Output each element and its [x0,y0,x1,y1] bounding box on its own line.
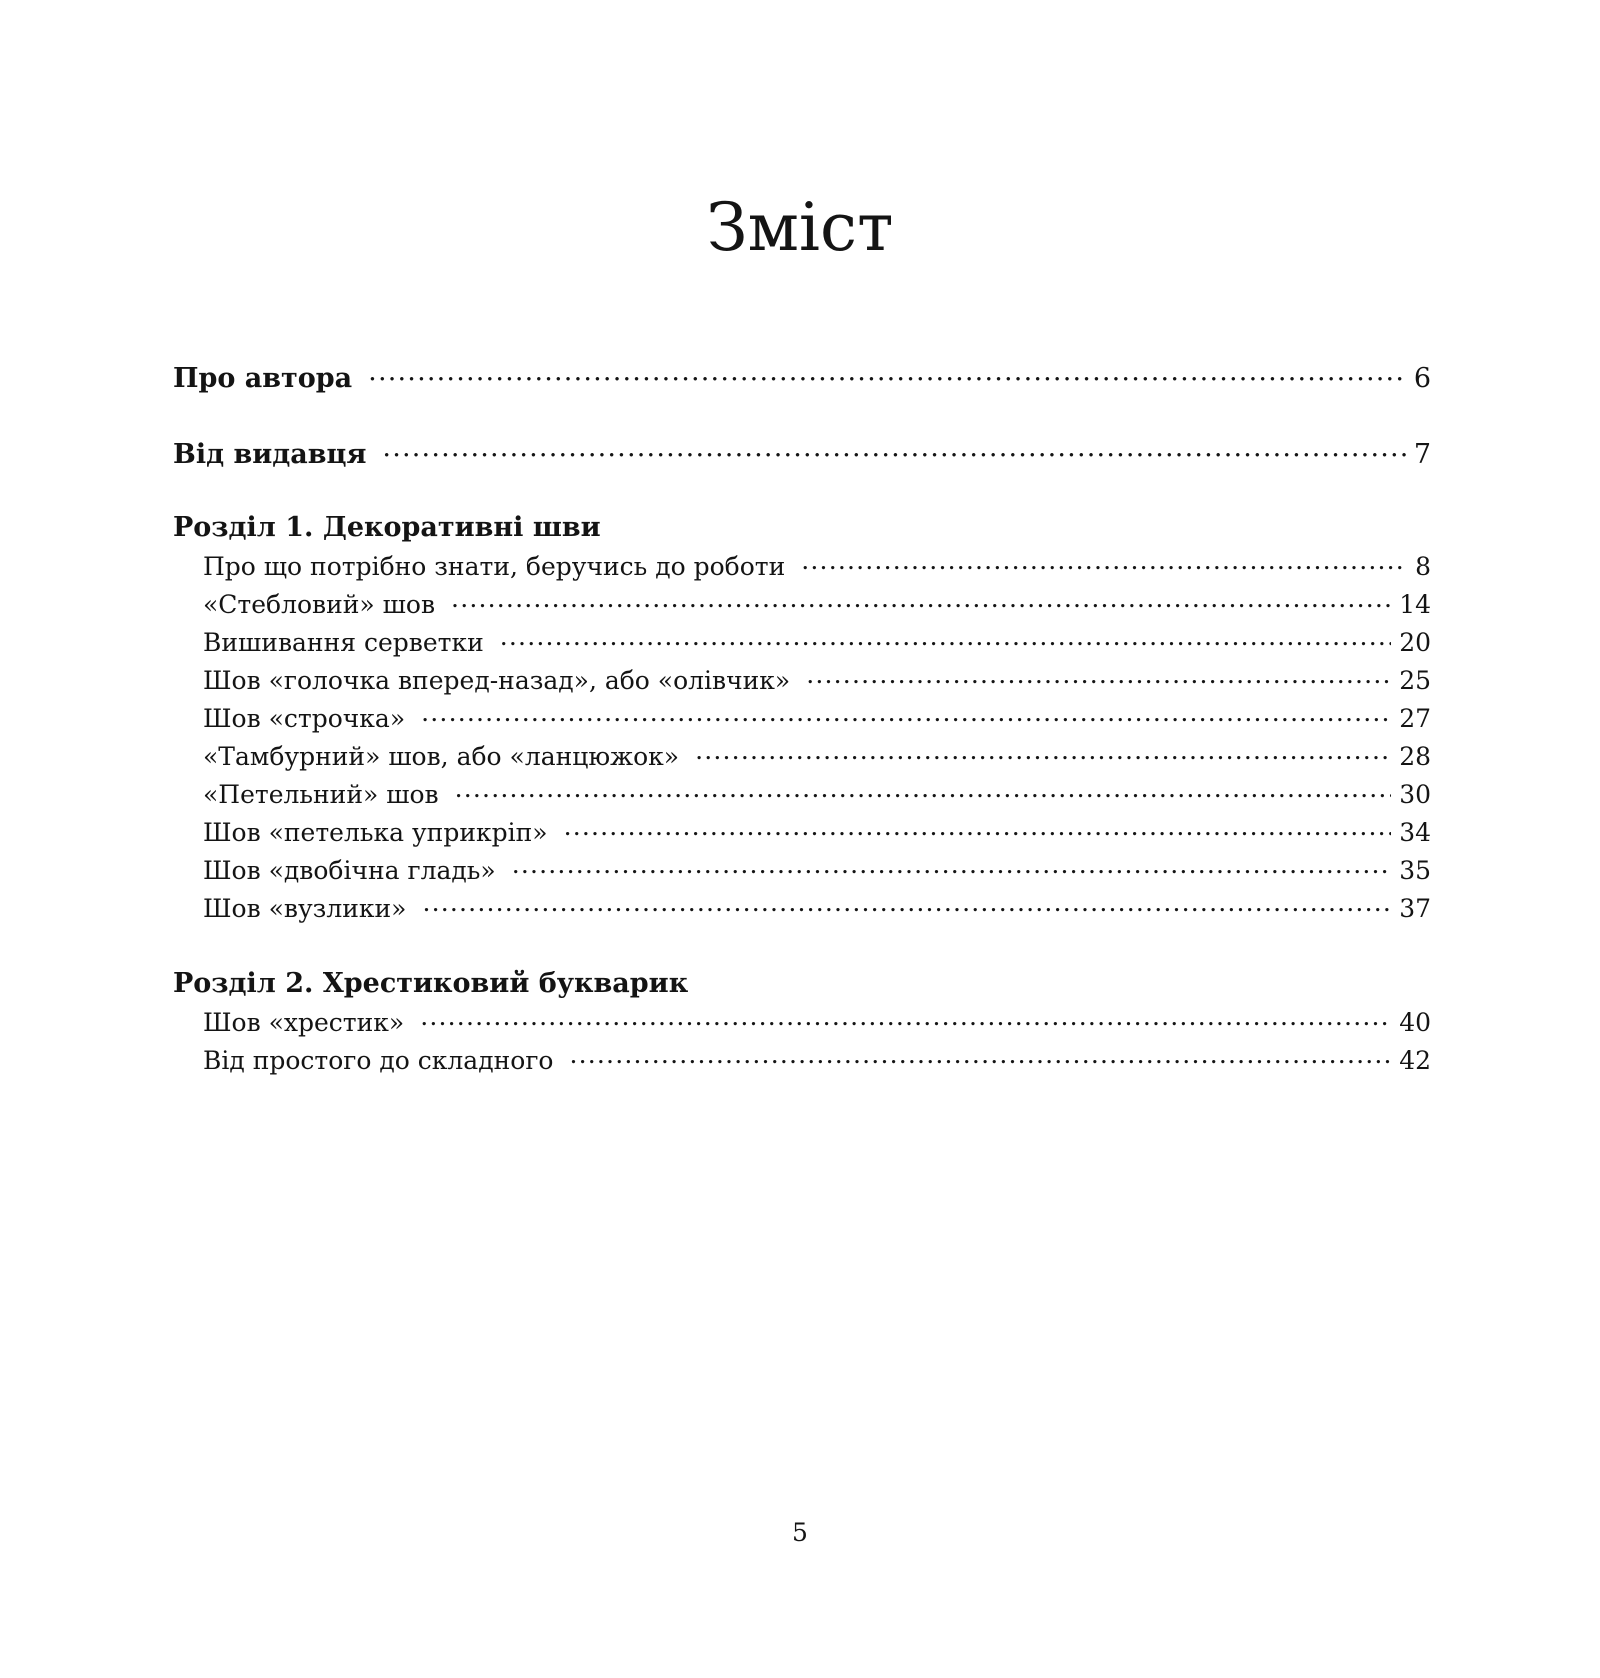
toc-entry-about-author[interactable] [173,360,1431,398]
dot-leader [421,702,1391,727]
toc-item-label: Шов «строчка» [203,704,406,733]
toc-item[interactable] [203,892,1431,930]
dot-leader [368,360,1406,387]
toc-item-page: 20 [1399,628,1431,657]
toc-item-label: «Петельний» шов [203,780,439,809]
toc-item[interactable] [203,550,1431,588]
toc-item-page: 28 [1399,742,1431,771]
page-title: Зміст [706,189,894,266]
toc-entry-label: Від видавця [173,439,367,470]
toc-item-page: 8 [1415,552,1431,581]
toc-item[interactable] [203,854,1431,892]
toc-item-page: 27 [1399,704,1431,733]
toc-item-label: Шов «вузлики» [203,894,407,923]
toc-item-page: 30 [1399,780,1431,809]
dot-leader [512,854,1391,879]
toc-item-page: 35 [1399,856,1431,885]
toc-item[interactable] [203,1044,1431,1082]
dot-leader [801,550,1407,575]
section-heading-2: Розділ 2. Хрестиковий букварик [173,968,689,999]
toc-item[interactable] [203,626,1431,664]
page-number: 5 [792,1518,808,1547]
toc-item[interactable] [203,664,1431,702]
toc-item-page: 42 [1399,1046,1431,1075]
toc-item-label: Шов «двобічна гладь» [203,856,496,885]
section-heading-1: Розділ 1. Декоративні шви [173,512,601,543]
toc-item-page: 34 [1399,818,1431,847]
toc-item-page: 14 [1399,590,1431,619]
dot-leader [420,1006,1391,1031]
toc-item-page: 40 [1399,1008,1431,1037]
toc-entry-label: Про автора [173,363,353,394]
toc-item-label: Шов «голочка вперед-назад», або «олівчик» [203,666,791,695]
toc-item[interactable] [203,740,1431,778]
toc-item-label: Про що потрібно знати, беручись до роботи [203,552,786,581]
toc-item[interactable] [203,778,1431,816]
dot-leader [695,740,1391,765]
toc-item-label: «Тамбурний» шов, або «ланцюжок» [203,742,680,771]
dot-leader [455,778,1392,803]
toc-item[interactable] [203,1006,1431,1044]
dot-leader [451,588,1391,613]
dot-leader [806,664,1391,689]
dot-leader [569,1044,1391,1069]
toc-entry-page: 7 [1413,439,1431,470]
toc-item-page: 25 [1399,666,1431,695]
dot-leader [422,892,1391,917]
dot-leader [382,436,1405,463]
dot-leader [500,626,1391,651]
toc-item[interactable] [203,702,1431,740]
toc-item-label: Шов «хрестик» [203,1008,405,1037]
toc-item[interactable] [203,588,1431,626]
toc-item-label: «Стебловий» шов [203,590,436,619]
toc-item-page: 37 [1399,894,1431,923]
toc-item-label: Шов «петелька уприкріп» [203,818,548,847]
toc-entry-page: 6 [1413,363,1431,394]
toc-entry-from-publisher[interactable] [173,436,1431,474]
toc-item[interactable] [203,816,1431,854]
toc-item-label: Вишивання серветки [203,628,484,657]
toc-item-label: Від простого до складного [203,1046,554,1075]
dot-leader [564,816,1392,841]
